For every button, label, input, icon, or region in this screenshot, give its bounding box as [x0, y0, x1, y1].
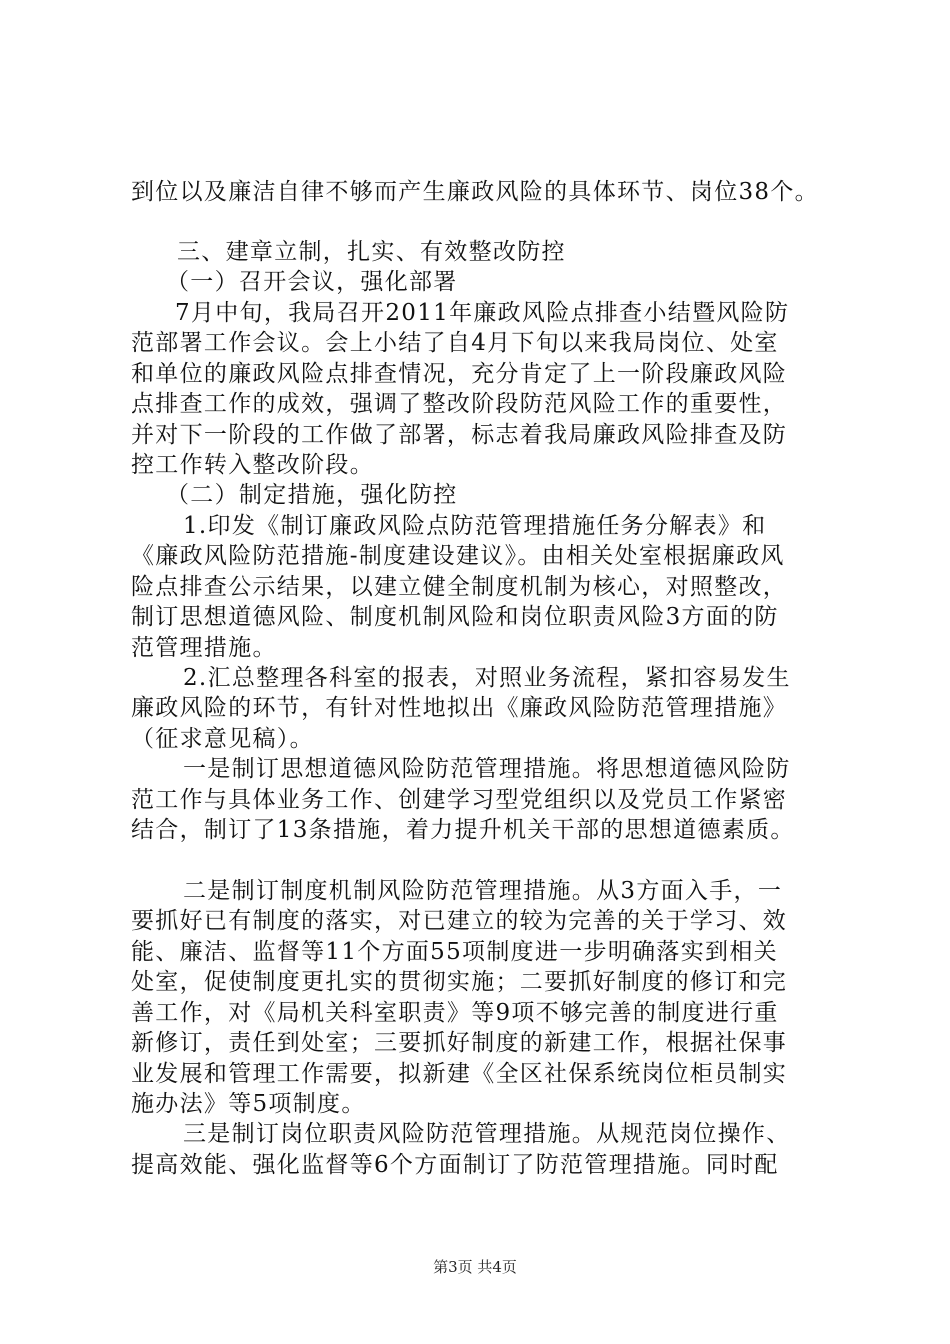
- paragraph-line: 点排查工作的成效，强调了整改阶段防范风险工作的重要性，: [131, 391, 788, 417]
- paragraph-line: 范部署工作会议。会上小结了自4月下旬以来我局岗位、处室: [131, 330, 779, 356]
- section-heading: 三、建章立制，扎实、有效整改防控: [177, 239, 566, 265]
- paragraph-line: 1.印发《制订廉政风险点防范管理措施任务分解表》和: [183, 513, 767, 539]
- paragraph-line: 险点排查公示结果，以建立健全制度机制为核心，对照整改，: [131, 574, 788, 600]
- paragraph-line: 廉政风险的环节，有针对性地拟出《廉政风险防范管理措施》: [131, 695, 788, 721]
- paragraph-line: 新修订，责任到处室；三要抓好制度的新建工作，根据社保事: [131, 1030, 788, 1056]
- paragraph-line: 三是制订岗位职责风险防范管理措施。从规范岗位操作、: [183, 1121, 791, 1147]
- paragraph-line: 制订思想道德风险、制度机制风险和岗位职责风险3方面的防: [131, 604, 779, 630]
- paragraph-line: 并对下一阶段的工作做了部署，标志着我局廉政风险排查及防: [131, 422, 788, 448]
- paragraph-line: 2.汇总整理各科室的报表，对照业务流程，紧扣容易发生: [183, 665, 791, 691]
- page-number-footer: 第3页 共4页: [433, 1258, 517, 1276]
- paragraph-line: 要抓好已有制度的落实，对已建立的较为完善的关于学习、效: [131, 908, 788, 934]
- subsection-heading: （二）制定措施，强化防控: [166, 482, 458, 508]
- paragraph-line: 范工作与具体业务工作、创建学习型党组织以及党员工作紧密: [131, 787, 788, 813]
- paragraph-line: 7月中旬，我局召开2011年廉政风险点排查小结暨风险防: [175, 300, 790, 326]
- paragraph-line: 提高效能、强化监督等6个方面制订了防范管理措施。同时配: [131, 1152, 779, 1178]
- paragraph-line: 能、廉洁、监督等11个方面55项制度进一步明确落实到相关: [131, 939, 778, 965]
- paragraph-line: 二是制订制度机制风险防范管理措施。从3方面入手，一: [183, 878, 783, 904]
- subsection-heading: （一）召开会议，强化部署: [166, 269, 458, 295]
- paragraph-line: 善工作，对《局机关科室职责》等9项不够完善的制度进行重: [131, 1000, 779, 1026]
- paragraph-line: 和单位的廉政风险点排查情况，充分肯定了上一阶段廉政风险: [131, 361, 788, 387]
- paragraph-line: 《廉政风险防范措施-制度建设建议》。由相关处室根据廉政风: [131, 543, 785, 569]
- paragraph-line: 范管理措施。: [131, 635, 277, 661]
- paragraph-line: 结合，制订了13条措施，着力提升机关干部的思想道德素质。: [131, 817, 795, 843]
- paragraph-line: 业发展和管理工作需要，拟新建《全区社保系统岗位柜员制实: [131, 1061, 788, 1087]
- paragraph-line: 施办法》等5项制度。: [131, 1091, 366, 1117]
- paragraph-line: （征求意见稿）。: [131, 726, 314, 752]
- paragraph-line: 控工作转入整改阶段。: [131, 452, 374, 478]
- paragraph-line: 处室，促使制度更扎实的贯彻实施；二要抓好制度的修订和完: [131, 969, 788, 995]
- paragraph-line: 到位以及廉洁自律不够而产生廉政风险的具体环节、岗位38个。: [131, 179, 819, 205]
- paragraph-line: 一是制订思想道德风险防范管理措施。将思想道德风险防: [183, 756, 791, 782]
